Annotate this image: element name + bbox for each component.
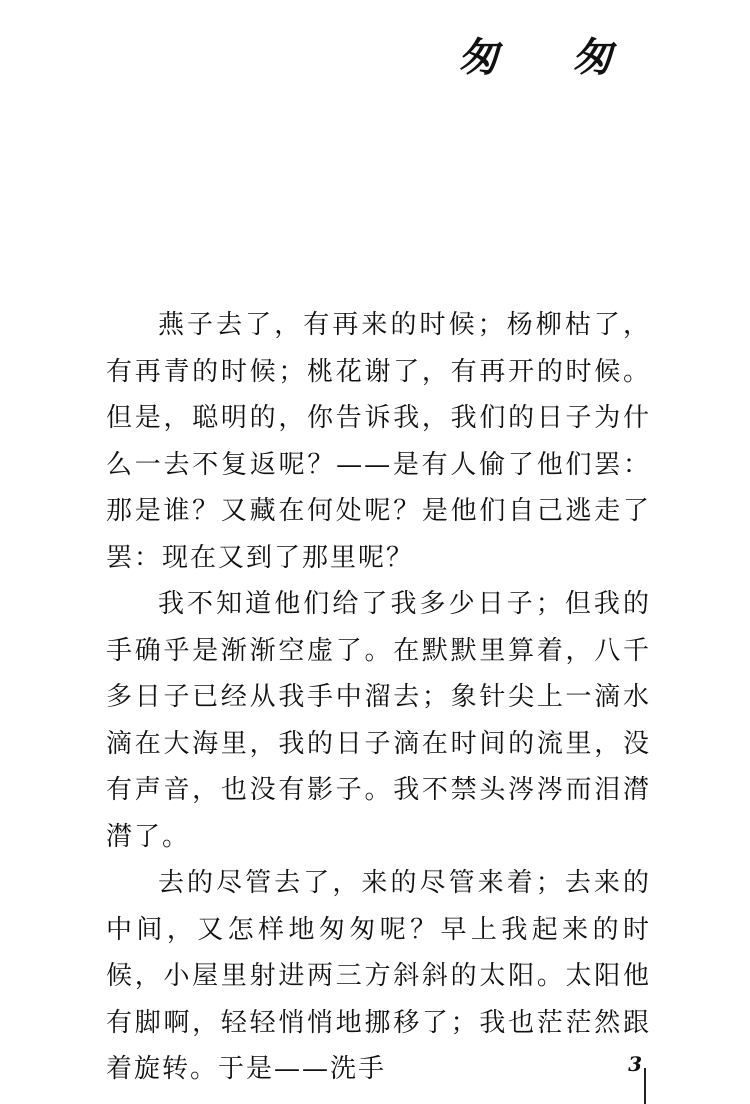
page-edge-rule <box>644 1068 646 1104</box>
paragraph-2: 我不知道他们给了我多少日子；但我的手确乎是渐渐空虚了。在默默里算着，八千多日子已经从我手中溜去；象针尖上一滴水滴在大海里，我的日子滴在时间的流里，没有声音，也没有影子。我不禁头涔涔而泪潸潸了。 <box>106 589 651 852</box>
paragraph-3: 去的尽管去了，来的尽管来着；去来的中间，又怎样地匆匆呢？早上我起来的时候，小屋里射进两三方斜斜的太阳。太阳他有脚啊，轻轻悄悄地挪移了；我也茫茫然跟着旋转。于是——洗手 <box>106 868 651 1084</box>
essay-body <box>106 302 651 1093</box>
page-title: 匆 匆 <box>458 34 642 81</box>
page-number: 3 <box>628 1052 642 1076</box>
paragraph-1: 燕子去了，有再来的时候；杨柳枯了，有再青的时候；桃花谢了，有再开的时候。但是，聪明的，你告诉我，我们的日子为什么一去不复返呢？——是有人偷了他们罢：那是谁？又藏在何处呢？是他们自己逃走了罢：现在又到了那里呢？ <box>106 310 651 573</box>
